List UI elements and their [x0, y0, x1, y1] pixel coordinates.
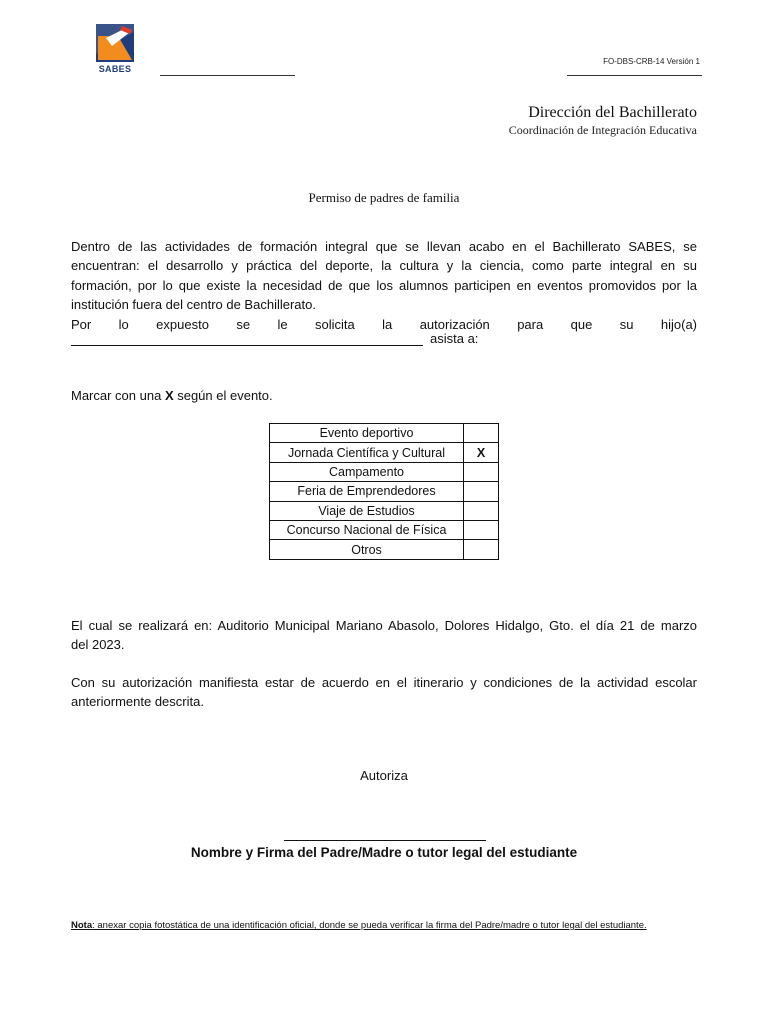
event-row	[270, 520, 499, 539]
intro-line: formación, por lo que existe la necesidad de que los alumnos participen en eventos promovidos por la	[71, 277, 697, 293]
event-name: Campamento	[270, 462, 464, 481]
event-name: Evento deportivo	[270, 424, 464, 443]
venue-paragraph	[71, 616, 697, 655]
footnote-label: Nota	[71, 920, 93, 931]
department-title: Dirección del Bachillerato	[528, 104, 697, 121]
intro-line: Por lo expuesto se le solicita la autorización para que su hijo(a)	[71, 316, 697, 332]
event-mark-cell[interactable]	[464, 540, 499, 559]
event-mark-cell[interactable]	[464, 501, 499, 520]
footnote	[71, 919, 671, 932]
consent-line: anteriormente descrita.	[71, 694, 204, 710]
intro-line: Dentro de las actividades de formación integral que se llevan acabo en el Bachillerato SABES, se	[71, 239, 697, 254]
event-row	[270, 462, 499, 481]
event-name: Otros	[270, 540, 464, 559]
event-mark-cell[interactable]	[464, 520, 499, 539]
event-mark-cell[interactable]: X	[464, 443, 499, 462]
venue-line: del 2023.	[71, 637, 125, 653]
document-title: Permiso de padres de familia	[308, 190, 460, 205]
event-mark-cell[interactable]	[464, 482, 499, 501]
event-row	[270, 540, 499, 559]
intro-paragraph	[71, 237, 697, 334]
mark-instruction-x: X	[164, 388, 174, 403]
event-name: Viaje de Estudios	[270, 501, 464, 520]
event-row	[270, 424, 499, 443]
signature-label: Nombre y Firma del Padre/Madre o tutor legal del estudiante	[190, 845, 578, 860]
header-rule-right	[567, 75, 702, 76]
intro-line: institución fuera del centro de Bachillerato.	[71, 297, 316, 313]
event-row	[270, 501, 499, 520]
event-name: Jornada Científica y Cultural	[270, 443, 464, 462]
event-table	[269, 423, 499, 560]
mark-instruction-text: Marcar con una	[71, 388, 165, 403]
event-row	[270, 443, 499, 462]
student-name-row	[71, 331, 697, 350]
asista-label: asista a:	[430, 331, 479, 346]
signature-line[interactable]	[284, 840, 486, 841]
event-name: Feria de Emprendedores	[270, 482, 464, 501]
event-mark-cell[interactable]	[464, 462, 499, 481]
mark-instruction-text-end: según el evento.	[173, 388, 273, 403]
sabes-logo-icon	[92, 24, 138, 64]
event-mark-cell[interactable]	[464, 424, 499, 443]
header-rule-left	[160, 75, 295, 76]
consent-line: Con su autorización manifiesta estar de acuerdo en el itinerario y condiciones de la actividad escolar	[71, 675, 697, 690]
event-name: Concurso Nacional de Física	[270, 520, 464, 539]
autoriza-label: Autoriza	[360, 768, 408, 783]
event-row	[270, 482, 499, 501]
mark-instruction	[71, 388, 273, 403]
document-code: FO-DBS-CRB-14 Versión 1	[603, 57, 700, 66]
venue-line: El cual se realizará en: Auditorio Municipal Mariano Abasolo, Dolores Hidalgo, Gto. el día 21 de marzo	[71, 618, 697, 633]
consent-paragraph	[71, 673, 697, 712]
intro-line: encuentran: el desarrollo y práctica del deporte, la cultura y la ciencia, como parte integral en su	[71, 258, 697, 274]
logo-wordmark: SABES	[98, 64, 132, 74]
department-subtitle: Coordinación de Integración Educativa	[508, 123, 697, 137]
footnote-text: : anexar copia fotostática de una identificación oficial, donde se pueda verificar la firma del Padre/madre o tutor legal del estudiante.	[92, 920, 647, 931]
student-name-blank[interactable]	[71, 345, 423, 346]
